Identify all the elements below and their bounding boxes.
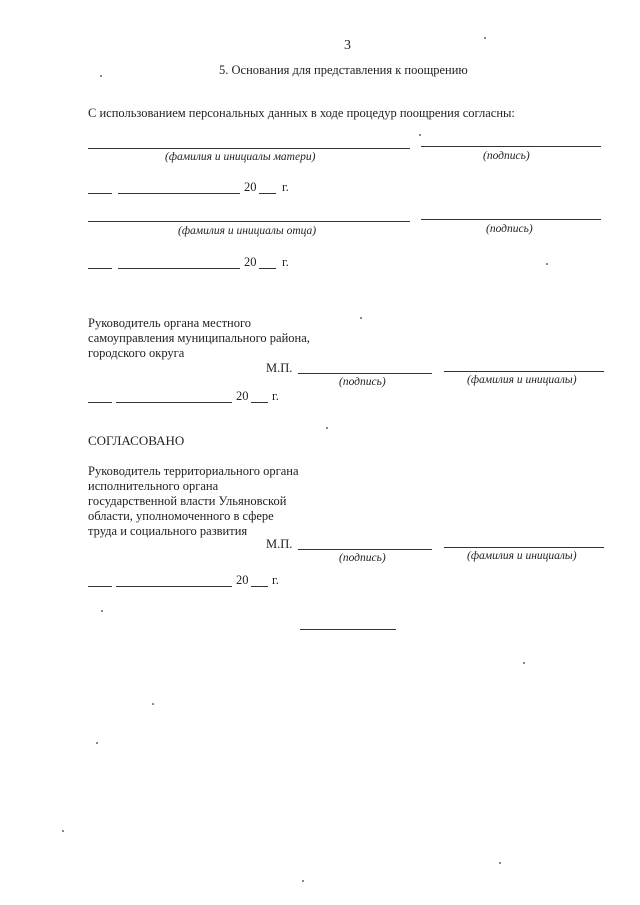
approved-day-line xyxy=(88,586,112,587)
scan-speck xyxy=(101,610,103,612)
head-local-name-caption: (фамилия и инициалы) xyxy=(467,374,577,386)
mother-year-prefix: 20 xyxy=(244,180,257,194)
scan-speck xyxy=(62,830,64,832)
scan-speck xyxy=(546,263,548,265)
page-number: 3 xyxy=(344,38,351,53)
approved-name-caption: (фамилия и инициалы) xyxy=(467,550,577,562)
approved-line-1: Руководитель территориального органа xyxy=(88,464,299,478)
consent-text: С использованием персональных данных в ходе процедур поощрения согласны: xyxy=(88,106,515,120)
scan-speck xyxy=(484,37,486,39)
head-local-name-line xyxy=(444,371,604,372)
head-local-signature-line xyxy=(298,373,432,374)
mother-name-caption: (фамилия и инициалы матери) xyxy=(165,151,316,163)
scan-speck xyxy=(100,75,102,77)
father-day-line xyxy=(88,268,112,269)
mother-signature-line xyxy=(421,146,601,147)
father-name-caption: (фамилия и инициалы отца) xyxy=(178,225,317,237)
approved-title: СОГЛАСОВАНО xyxy=(88,433,185,448)
approved-signature-caption: (подпись) xyxy=(339,552,386,564)
father-month-line xyxy=(118,268,240,269)
approved-year-prefix: 20 xyxy=(236,573,249,587)
section-heading: 5. Основания для представления к поощрению xyxy=(219,63,468,77)
approved-stamp: М.П. xyxy=(266,537,293,551)
approved-signature-line xyxy=(298,549,432,550)
mother-name-line xyxy=(88,148,410,149)
scan-speck xyxy=(302,880,304,882)
approved-line-4: области, уполномоченного в сфере xyxy=(88,509,274,523)
father-signature-line xyxy=(421,219,601,220)
scan-speck xyxy=(360,317,362,319)
father-name-line xyxy=(88,221,410,222)
approved-year-suffix: г. xyxy=(272,573,279,587)
scan-speck xyxy=(96,742,98,744)
head-local-line-2: самоуправления муниципального района, xyxy=(88,331,310,345)
head-local-line-3: городского округа xyxy=(88,346,185,360)
father-year-prefix: 20 xyxy=(244,255,257,269)
mother-day-line xyxy=(88,193,112,194)
father-year-line xyxy=(259,268,276,269)
head-local-day-line xyxy=(88,402,112,403)
mother-year-line xyxy=(259,193,276,194)
approved-line-2: исполнительного органа xyxy=(88,479,219,493)
head-local-year-line xyxy=(251,402,268,403)
mother-year-suffix: г. xyxy=(282,180,289,194)
scan-speck xyxy=(152,703,154,705)
scan-speck xyxy=(499,862,501,864)
mother-signature-caption: (подпись) xyxy=(483,150,530,162)
approved-year-line xyxy=(251,586,268,587)
approved-month-line xyxy=(116,586,232,587)
approved-line-5: труда и социального развития xyxy=(88,524,248,538)
head-local-month-line xyxy=(116,402,232,403)
head-local-year-prefix: 20 xyxy=(236,389,249,403)
father-signature-caption: (подпись) xyxy=(486,223,533,235)
scan-speck xyxy=(419,134,421,136)
head-local-line-1: Руководитель органа местного xyxy=(88,316,252,330)
head-local-signature-caption: (подпись) xyxy=(339,376,386,388)
approved-name-line xyxy=(444,547,604,548)
scan-speck xyxy=(326,427,328,429)
end-separator-line xyxy=(300,629,396,630)
head-local-stamp: М.П. xyxy=(266,361,293,375)
scan-speck xyxy=(523,662,525,664)
mother-month-line xyxy=(118,193,240,194)
father-year-suffix: г. xyxy=(282,255,289,269)
head-local-year-suffix: г. xyxy=(272,389,279,403)
approved-line-3: государственной власти Ульяновской xyxy=(88,494,287,508)
